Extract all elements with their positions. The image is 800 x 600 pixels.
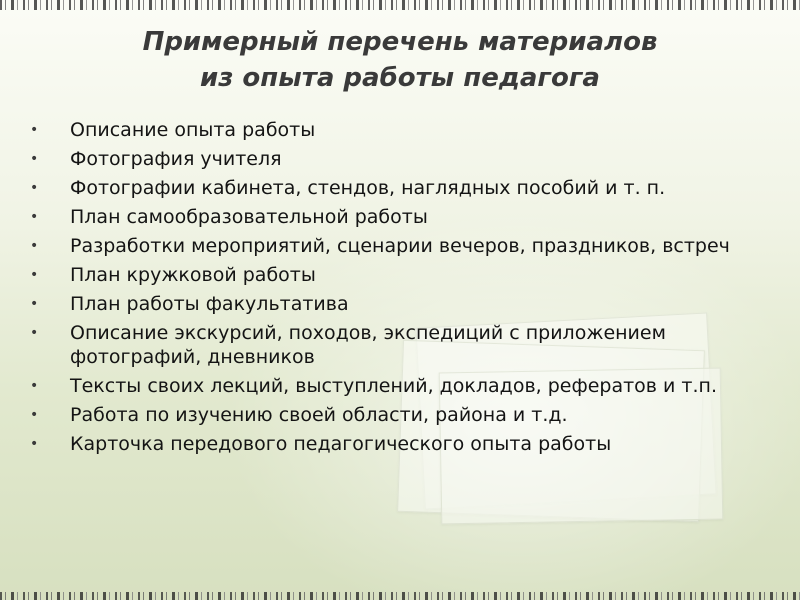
list-item bbox=[28, 292, 778, 316]
bullet-icon: • bbox=[30, 436, 39, 452]
list-item bbox=[28, 403, 778, 427]
bullet-icon: • bbox=[30, 267, 39, 283]
bullet-icon: • bbox=[30, 209, 39, 225]
bullet-icon: • bbox=[30, 238, 39, 254]
list-item-text: Карточка передового педагогического опыта работы bbox=[70, 433, 612, 455]
top-stripe-decoration bbox=[0, 0, 800, 10]
list-item bbox=[28, 234, 778, 258]
list-item-text: Работа по изучению своей области, района и т.д. bbox=[70, 404, 568, 426]
list-item bbox=[28, 205, 778, 229]
list-item bbox=[28, 263, 778, 287]
bullet-icon: • bbox=[30, 325, 39, 341]
list-item bbox=[28, 147, 778, 171]
list-item-text: Тексты своих лекций, выступлений, докладов, рефератов и т.п. bbox=[70, 375, 717, 397]
slide-title bbox=[0, 24, 800, 96]
bullet-icon: • bbox=[30, 180, 39, 196]
slide-title-line-1: Примерный перечень материалов bbox=[142, 27, 658, 57]
list-item-text: Описание экскурсий, походов, экспедиций с приложением фотографий, дневников bbox=[70, 322, 666, 368]
list-item bbox=[28, 432, 778, 456]
bullet-icon: • bbox=[30, 296, 39, 312]
list-item bbox=[28, 321, 778, 369]
list-item-text: План самообразовательной работы bbox=[70, 206, 428, 228]
list-item bbox=[28, 118, 778, 142]
list-item bbox=[28, 176, 778, 200]
list-item-text: План кружковой работы bbox=[70, 264, 316, 286]
list-item-text: Разработки мероприятий, сценарии вечеров, праздников, встреч bbox=[70, 235, 730, 257]
list-item-text: План работы факультатива bbox=[70, 293, 349, 315]
list-item-text: Фотографии кабинета, стендов, наглядных пособий и т. п. bbox=[70, 177, 666, 199]
list-item-text: Фотография учителя bbox=[70, 148, 282, 170]
materials-list bbox=[28, 118, 778, 461]
list-item bbox=[28, 374, 778, 398]
bullet-icon: • bbox=[30, 378, 39, 394]
bullet-icon: • bbox=[30, 122, 39, 138]
bullet-icon: • bbox=[30, 151, 39, 167]
list-item-text: Описание опыта работы bbox=[70, 119, 316, 141]
bullet-icon: • bbox=[30, 407, 39, 423]
slide-title-line-2: из опыта работы педагога bbox=[200, 63, 600, 93]
bottom-stripe-decoration bbox=[0, 592, 800, 600]
